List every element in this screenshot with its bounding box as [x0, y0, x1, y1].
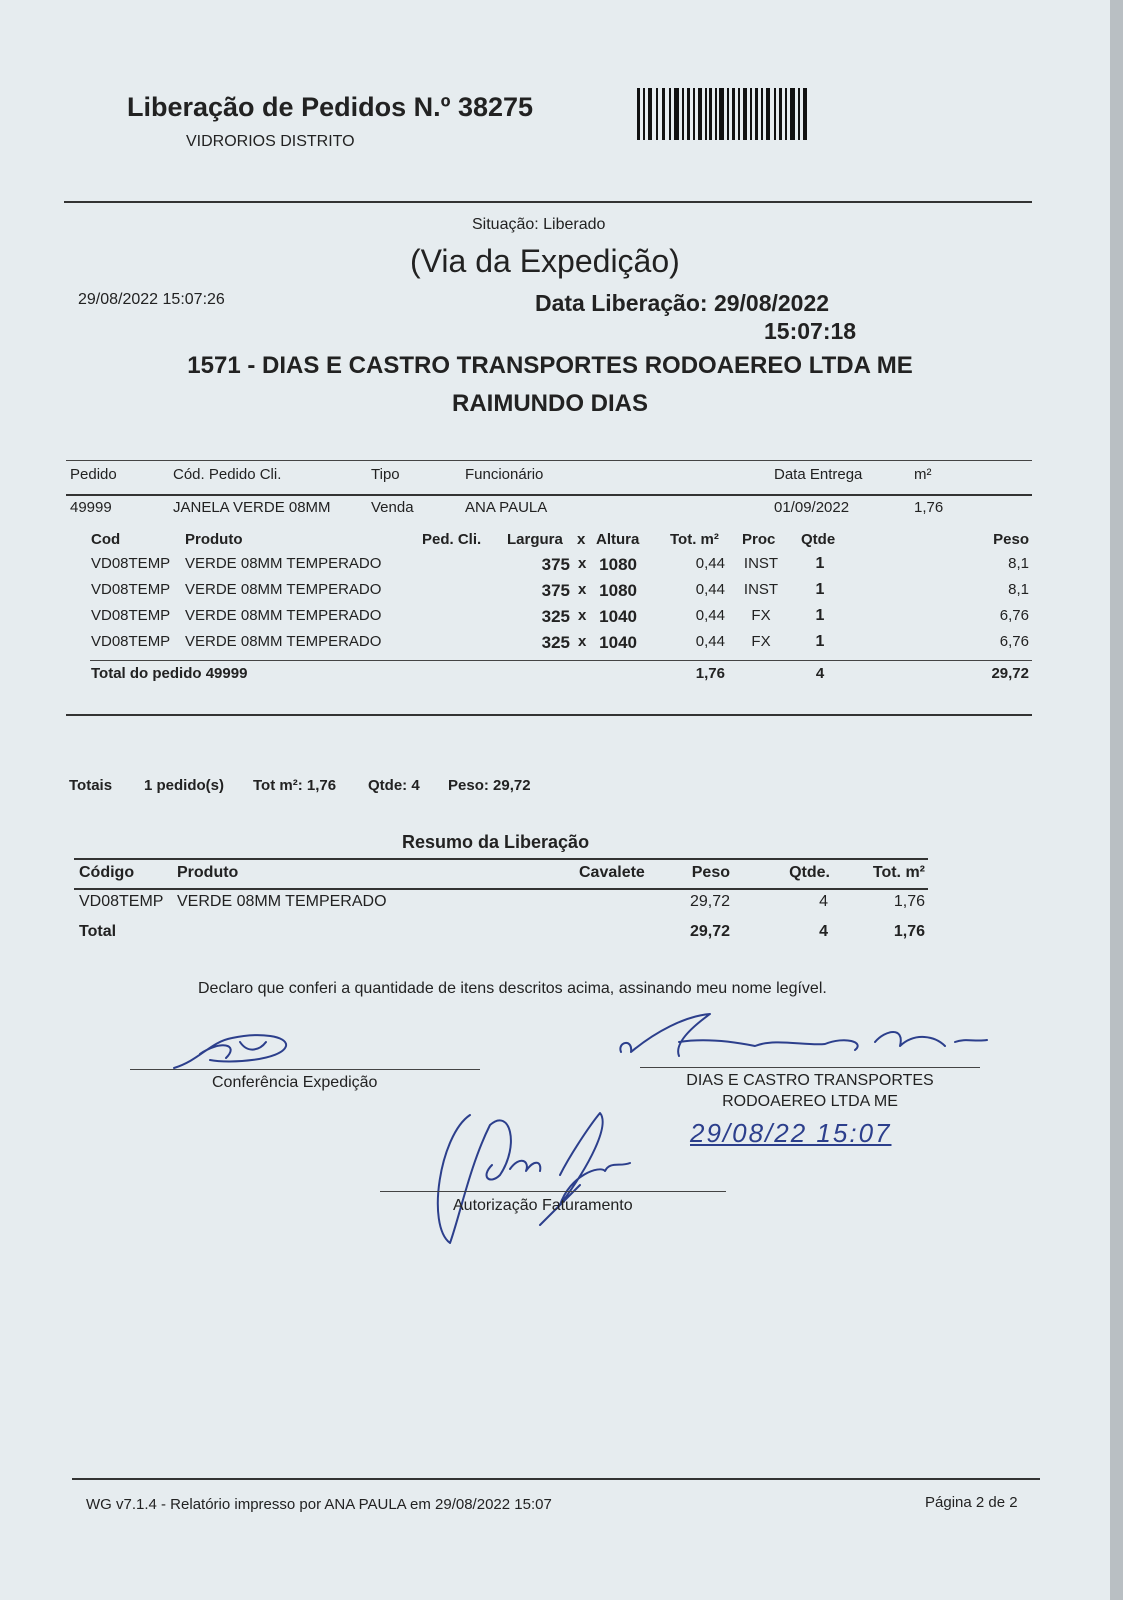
item-cod: VD08TEMP: [91, 633, 171, 650]
totais-label: Totais: [69, 777, 113, 794]
resumo-total-qtde: 4: [819, 923, 828, 940]
resumo-header-row: [0, 864, 1110, 888]
signature-client: [615, 1012, 1005, 1072]
handwritten-date: 29/08/22 15:07: [690, 1118, 892, 1148]
data-entrega-value: 01/09/2022: [774, 499, 850, 516]
item-x: x: [578, 555, 587, 572]
resumo-col-peso: Peso: [691, 864, 730, 881]
item-qtde: 1: [815, 581, 825, 598]
items-total-m2: 1,76: [695, 665, 725, 682]
via-label: (Via da Expedição): [410, 243, 680, 279]
resumo-top-line: [74, 858, 928, 860]
signature-conferencia: [170, 1030, 300, 1074]
item-peso: 6,76: [999, 607, 1029, 624]
resumo-col-qtde: Qtde.: [789, 864, 830, 881]
item-largura: 325: [541, 633, 570, 652]
item-altura: 1080: [599, 581, 637, 600]
item-cod: VD08TEMP: [91, 581, 171, 598]
resumo-col-codigo: Código: [79, 864, 135, 881]
col-produto: Produto: [185, 531, 243, 548]
items-total-label: Total do pedido 49999: [91, 665, 248, 682]
client-signature-line1: DIAS E CASTRO TRANSPORTES: [686, 1072, 934, 1089]
pedido-value: 49999: [70, 499, 112, 516]
totais-qtde: Qtde: 4: [368, 777, 420, 794]
col-cod: Cod: [91, 531, 121, 548]
client-name: 1571 - DIAS E CASTRO TRANSPORTES RODOAEREO LTDA ME: [187, 352, 913, 379]
item-proc: FX: [751, 633, 771, 650]
resumo-total-row: [0, 923, 1110, 947]
items-total-row: [0, 665, 1110, 689]
item-largura: 375: [541, 555, 570, 574]
col-proc: Proc: [742, 531, 776, 548]
item-tot-m2: 0,44: [695, 633, 725, 650]
item-produto: VERDE 08MM TEMPERADO: [185, 607, 382, 624]
footer-line: [72, 1478, 1040, 1480]
document-title: Liberação de Pedidos N.º 38275: [127, 92, 534, 122]
resumo-total-peso: 29,72: [689, 923, 730, 940]
order-values-row: [0, 499, 1110, 523]
conferencia-label: Conferência Expedição: [212, 1074, 378, 1091]
item-peso: 6,76: [999, 633, 1029, 650]
col-funcionario: Funcionário: [465, 466, 544, 483]
col-peso: Peso: [993, 531, 1029, 548]
signature-autorizacao: [430, 1105, 650, 1245]
col-pedido: Pedido: [70, 466, 117, 483]
item-tot-m2: 0,44: [695, 581, 725, 598]
item-largura: 375: [541, 581, 570, 600]
resumo-qtde: 4: [819, 893, 828, 910]
item-cod: VD08TEMP: [91, 555, 171, 572]
order-bottom-line: [66, 714, 1032, 716]
resumo-header-line: [74, 888, 928, 890]
item-produto: VERDE 08MM TEMPERADO: [185, 555, 382, 572]
item-x: x: [578, 607, 587, 624]
resumo-col-produto: Produto: [177, 864, 239, 881]
funcionario-value: ANA PAULA: [465, 499, 548, 516]
item-row: [0, 607, 1110, 631]
items-total-qtde: 4: [815, 665, 825, 682]
item-proc: FX: [751, 607, 771, 624]
m2-value: 1,76: [914, 499, 944, 516]
resumo-total-tot-m2: 1,76: [893, 923, 925, 940]
col-ped-cli: Ped. Cli.: [422, 531, 482, 548]
autorizacao-line: [380, 1191, 726, 1192]
col-qtde: Qtde: [801, 531, 836, 548]
resumo-total-label: Total: [79, 923, 117, 940]
col-tot-m2: Tot. m²: [670, 531, 719, 548]
client-signature-line: [640, 1067, 980, 1068]
data-liberacao: Data Liberação: 29/08/2022: [535, 290, 830, 316]
print-timestamp: 29/08/2022 15:07:26: [78, 291, 225, 308]
autorizacao-label: Autorização Faturamento: [453, 1197, 633, 1214]
item-x: x: [578, 581, 587, 598]
col-m2: m²: [914, 466, 932, 483]
resumo-title: Resumo da Liberação: [402, 832, 590, 852]
declaration-text: Declaro que conferi a quantidade de itens descritos acima, assinando meu nome legível.: [198, 980, 827, 997]
col-altura: Altura: [596, 531, 640, 548]
items-header-row: [0, 531, 1110, 555]
item-proc: INST: [743, 555, 779, 572]
order-header-line: [66, 494, 1032, 496]
item-qtde: 1: [815, 607, 825, 624]
conferencia-line: [130, 1069, 480, 1070]
col-data-entrega: Data Entrega: [774, 466, 863, 483]
page-edge: [1110, 0, 1123, 1600]
item-produto: VERDE 08MM TEMPERADO: [185, 633, 382, 650]
totais-row: [0, 777, 1110, 801]
col-largura: Largura: [507, 531, 563, 548]
col-tipo: Tipo: [371, 466, 400, 483]
tipo-value: Venda: [371, 499, 414, 516]
item-row: [0, 581, 1110, 605]
item-peso: 8,1: [1008, 555, 1029, 572]
client-signature-line2: RODOAEREO LTDA ME: [722, 1093, 898, 1110]
item-qtde: 1: [815, 555, 825, 572]
order-header-row: [0, 466, 1110, 490]
resumo-codigo: VD08TEMP: [79, 893, 164, 910]
resumo-data-row: [0, 893, 1110, 917]
resumo-col-cavalete: Cavalete: [579, 864, 645, 881]
item-altura: 1040: [599, 607, 637, 626]
item-tot-m2: 0,44: [695, 555, 725, 572]
totais-peso: Peso: 29,72: [448, 777, 531, 794]
col-cod-pedido-cli: Cód. Pedido Cli.: [173, 466, 282, 483]
col-x: x: [577, 531, 586, 548]
item-peso: 8,1: [1008, 581, 1029, 598]
header-divider: [64, 201, 1032, 203]
hora-liberacao: 15:07:18: [764, 318, 857, 344]
item-row: [0, 555, 1110, 579]
resumo-peso: 29,72: [689, 893, 730, 910]
item-altura: 1040: [599, 633, 637, 652]
totais-tot-m2: Tot m²: 1,76: [253, 777, 337, 794]
footer-right: Página 2 de 2: [925, 1494, 1018, 1511]
order-top-line: [66, 460, 1032, 461]
item-produto: VERDE 08MM TEMPERADO: [185, 581, 382, 598]
footer-left: WG v7.1.4 - Relatório impresso por ANA PAULA em 29/08/2022 15:07: [86, 1496, 552, 1513]
item-tot-m2: 0,44: [695, 607, 725, 624]
items-total-line: [90, 660, 1032, 661]
item-x: x: [578, 633, 587, 650]
item-row: [0, 633, 1110, 657]
items-total-peso: 29,72: [991, 665, 1029, 682]
resumo-col-tot-m2: Tot. m²: [872, 864, 925, 881]
item-proc: INST: [743, 581, 779, 598]
company-name: VIDRORIOS DISTRITO: [186, 133, 355, 150]
item-altura: 1080: [599, 555, 637, 574]
item-qtde: 1: [815, 633, 825, 650]
resumo-tot-m2: 1,76: [893, 893, 925, 910]
totais-pedidos: 1 pedido(s): [144, 777, 225, 794]
item-cod: VD08TEMP: [91, 607, 171, 624]
situacao-label: Situação: Liberado: [472, 216, 606, 233]
barcode-icon: [637, 88, 809, 142]
cod-pedido-cli-value: JANELA VERDE 08MM: [173, 499, 331, 516]
item-largura: 325: [541, 607, 570, 626]
resumo-produto: VERDE 08MM TEMPERADO: [177, 893, 387, 910]
client-contact: RAIMUNDO DIAS: [452, 390, 648, 417]
